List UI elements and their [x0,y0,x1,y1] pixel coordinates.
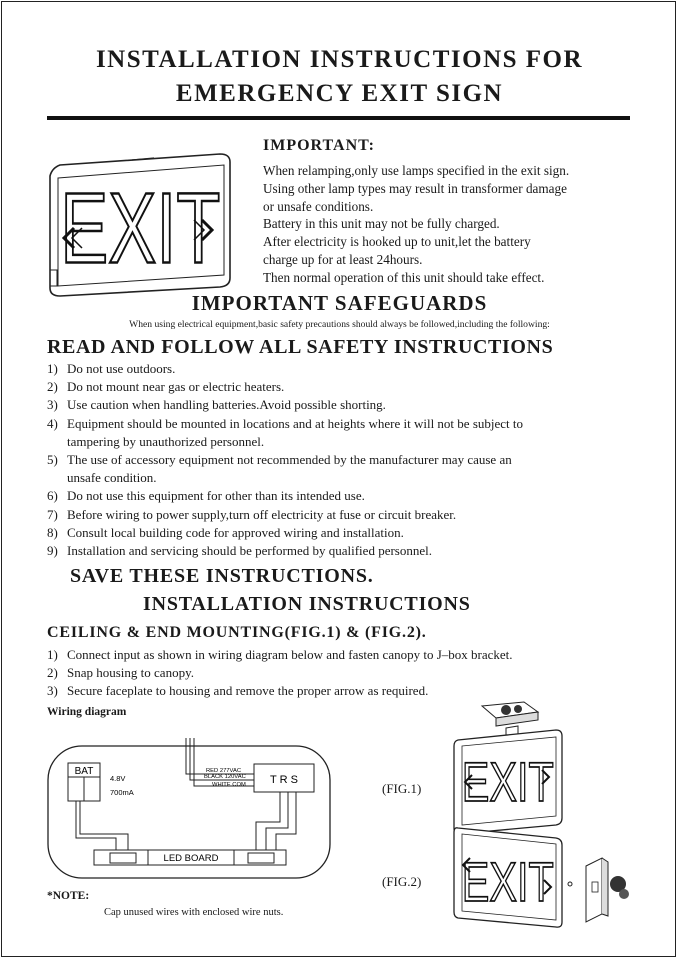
note-text: Cap unused wires with enclosed wire nuts. [104,907,284,918]
important-line: or unsafe conditions. [263,198,374,214]
trs-label: T R S [270,774,298,786]
list-item: 9) Installation and servicing should be performed by qualified personnel. [47,543,432,559]
fig2-illustration [452,822,637,932]
title-line-2: EMERGENCY EXIT SIGN [175,80,504,107]
fig2-exit-text: EXIT [461,852,554,914]
important-line: After electricity is hooked up to unit,let the battery [263,234,531,250]
wire-white-label: WHITE COM [212,782,246,788]
list-item: 5) The use of accessory equipment not recommended by the manufacturer may cause an unsafe condition. [47,452,512,486]
list-item: 2) Do not mount near gas or electric heaters. [47,379,285,395]
wiring-diagram-title: Wiring diagram [47,706,127,718]
safeguards-heading: IMPORTANT SAFEGUARDS [191,291,488,315]
installation-heading: INSTALLATION INSTRUCTIONS [143,593,471,615]
wiring-diagram [44,730,344,882]
save-instructions-heading: SAVE THESE INSTRUCTIONS. [70,565,374,587]
list-item: 3) Use caution when handling batteries.Avoid possible shorting. [47,397,386,413]
important-line: When relamping,only use lamps specified in the exit sign. [263,163,570,178]
fig2-label: (FIG.2) [382,874,422,889]
title-rule [47,116,630,120]
battery-voltage: 4.8V [110,774,126,783]
read-follow-heading: READ AND FOLLOW ALL SAFETY INSTRUCTIONS [47,336,554,358]
list-item: 6) Do not use this equipment for other than its intended use. [47,488,365,504]
important-text [263,162,643,287]
exit-sign-illustration [44,150,234,300]
fig1-label: (FIG.1) [382,781,422,796]
fig1-exit-text: EXIT [461,752,554,814]
bat-label: BAT [74,766,94,777]
fig1-illustration [452,700,572,835]
important-line: Using other lamp types may result in transformer damage [263,180,567,196]
wire-red-label: RED 277VAC [206,768,242,774]
installation-steps [47,646,647,701]
exit-sign-text: EXIT [60,172,221,285]
title-line-1: INSTALLATION INSTRUCTIONS FOR [95,46,584,73]
wire-black-label: BLACK 120VAC [204,774,246,780]
important-line: Battery in this unit may not be fully charged. [263,216,500,232]
safety-list [47,360,647,560]
ceiling-mounting-heading: CEILING & END MOUNTING(FIG.1) & (FIG.2). [47,624,427,641]
list-item: 4) Equipment should be mounted in locations and at heights where it will not be subject to tampering by unauthorized personnel. [47,415,524,449]
important-line: Then normal operation of this unit should take effect. [263,269,545,285]
list-item: 1) Do not use outdoors. [47,361,176,376]
note-title: *NOTE: [47,890,90,902]
list-item: 3) Secure faceplate to housing and remove the proper arrow as required. [47,683,429,699]
list-item: 8) Consult local building code for approved wiring and installation. [47,524,404,540]
led-board-label: LED BOARD [163,853,219,864]
list-item: 2) Snap housing to canopy. [47,665,194,681]
important-line: charge up for at least 24hours. [263,251,423,267]
battery-current: 700mA [110,788,134,797]
list-item: 1) Connect input as shown in wiring diagram below and fasten canopy to J–box bracket. [47,647,513,662]
important-heading: IMPORTANT: [263,137,375,154]
safeguards-intro: When using electrical equipment,basic safety precautions should always be followed,including the following: [129,319,550,330]
list-item: 7) Before wiring to power supply,turn off electricity at fuse or circuit breaker. [47,506,457,522]
